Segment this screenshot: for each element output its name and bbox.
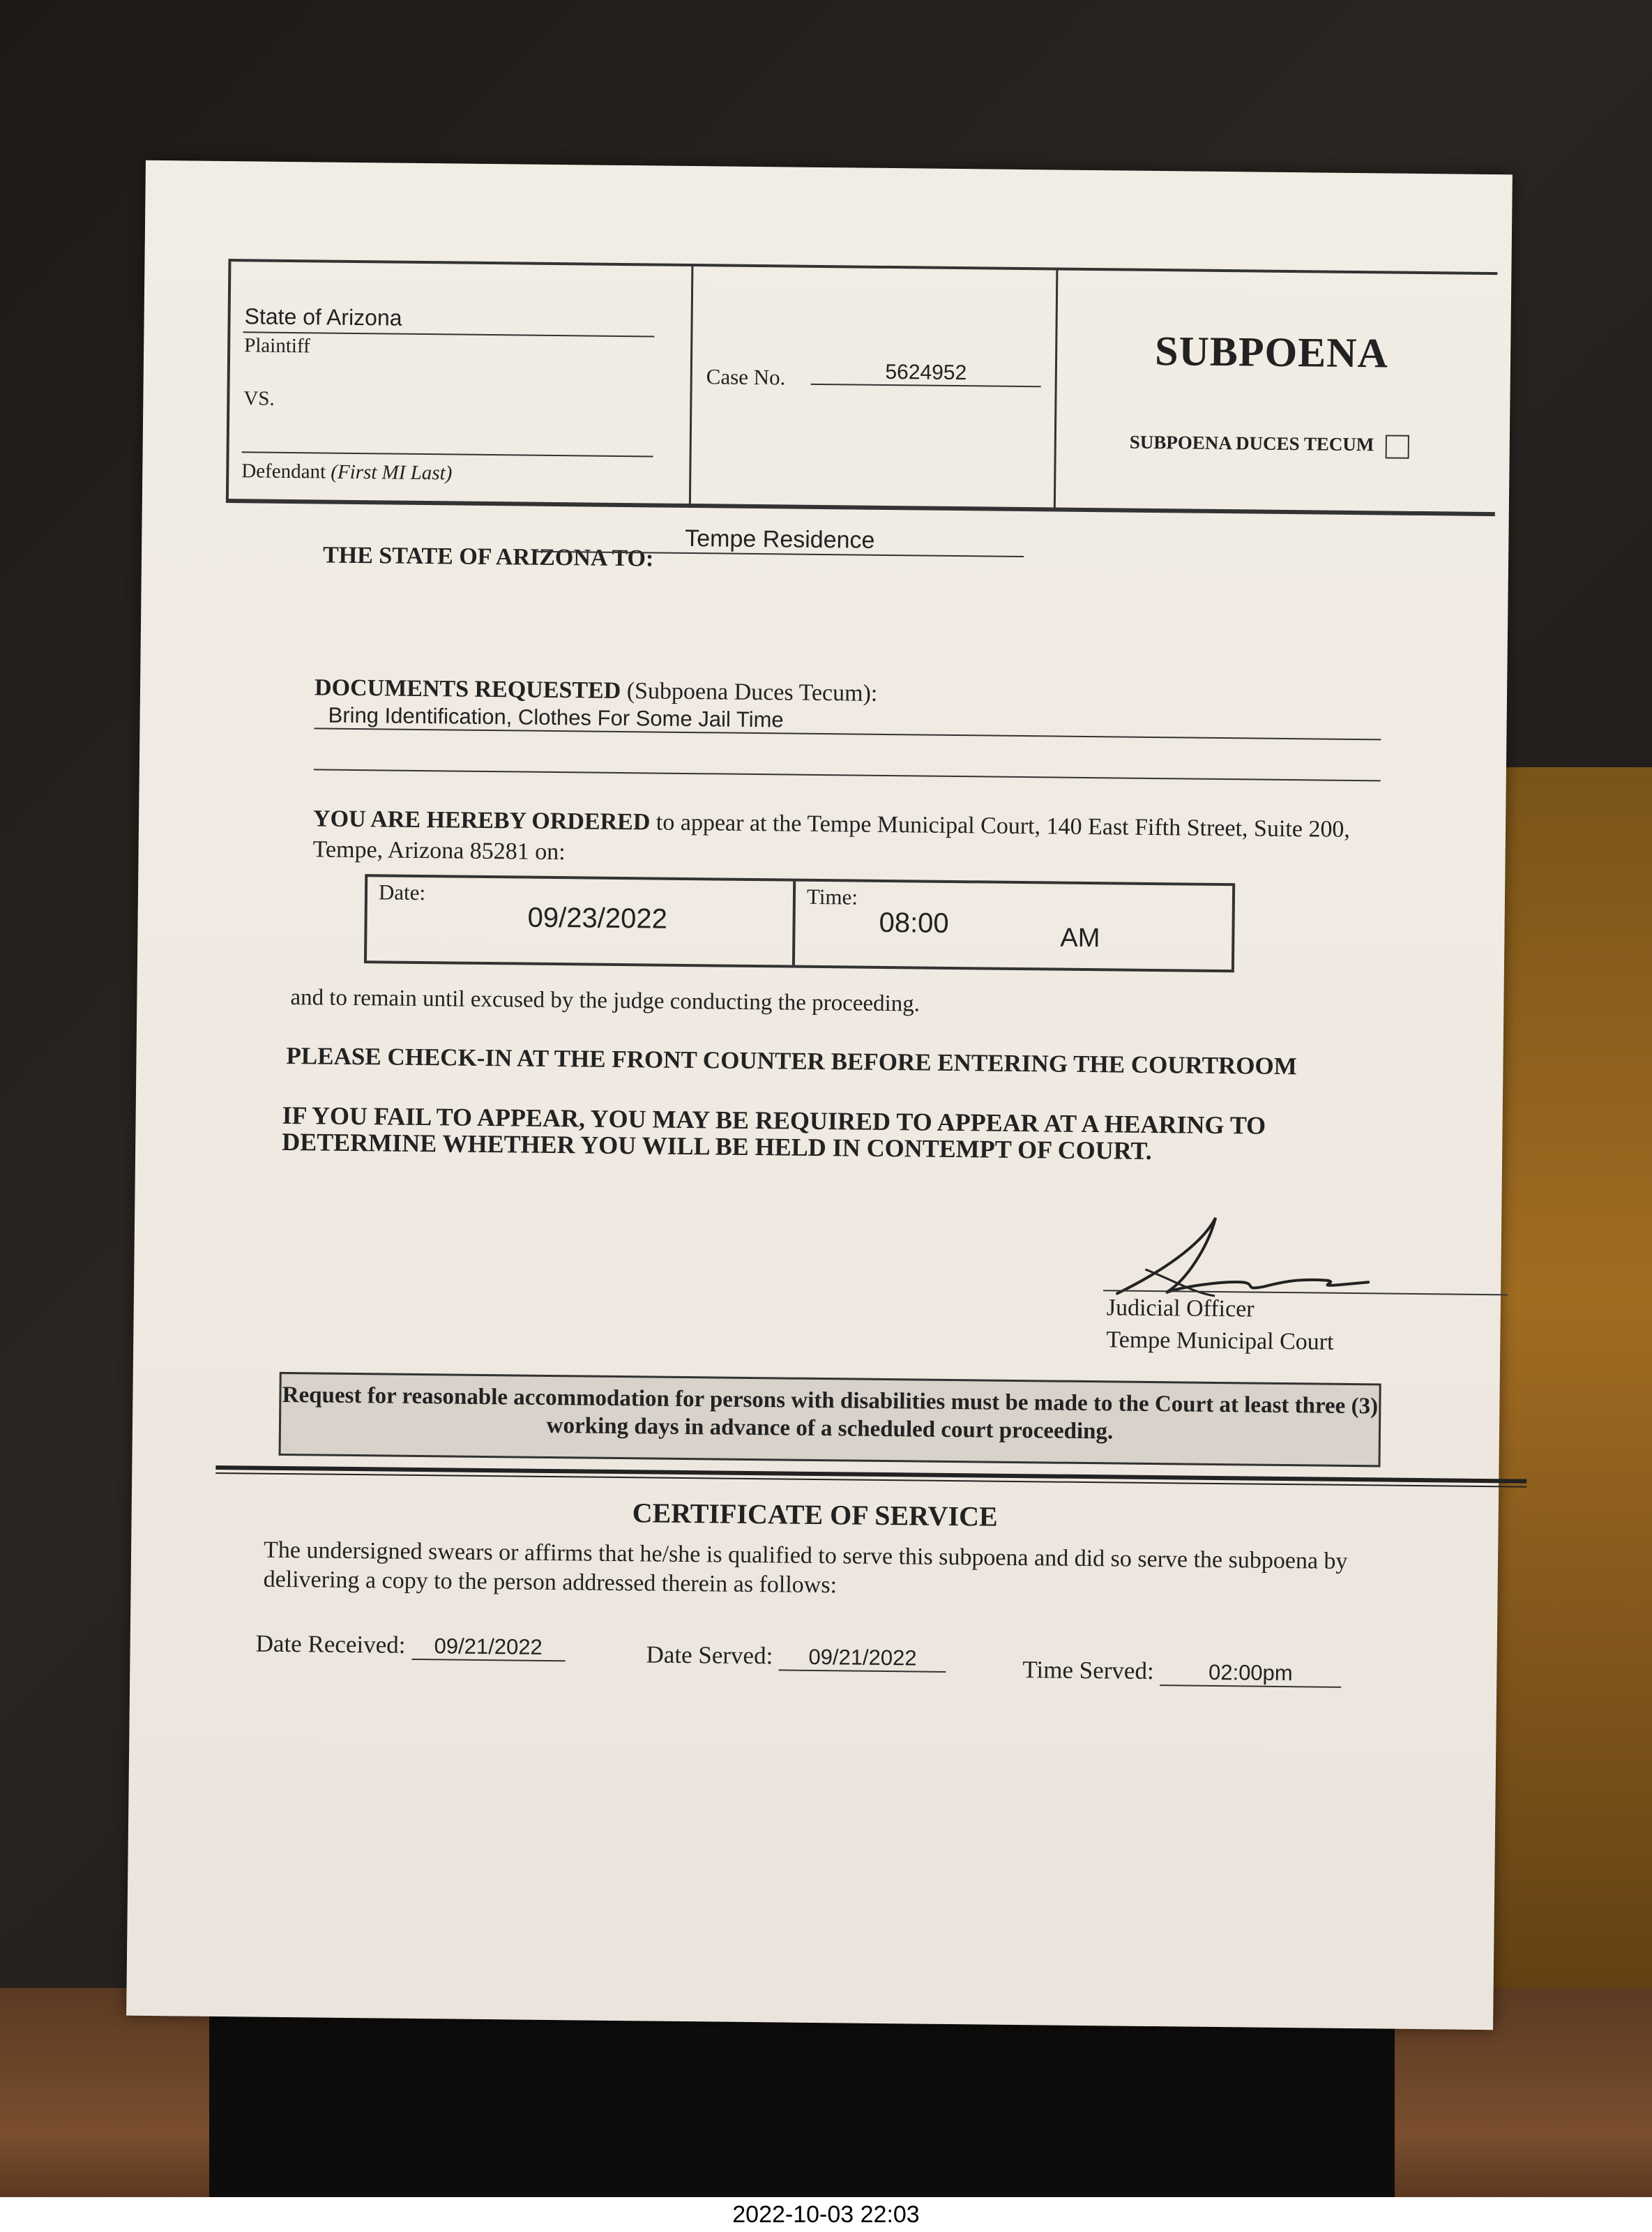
documents-value: Bring Identification, Clothes For Some Jail Time — [314, 702, 1381, 740]
checkin-text: PLEASE CHECK-IN AT THE FRONT COUNTER BEFORE ENTERING THE COURTROOM — [286, 1041, 1297, 1080]
date-served — [646, 1641, 946, 1673]
date-received-value: 09/21/2022 — [411, 1634, 565, 1661]
defendant-label-text: Defendant — [241, 460, 326, 483]
duces-tecum-checkbox — [1386, 435, 1409, 458]
time-served — [1022, 1656, 1341, 1688]
case-label: Case No. — [706, 364, 786, 390]
defendant-hint: (First MI Last) — [331, 460, 453, 485]
date-value: 09/23/2022 — [527, 902, 668, 935]
certificate-title: CERTIFICATE OF SERVICE — [632, 1497, 998, 1532]
documents-label-bold: DOCUMENTS REQUESTED — [314, 674, 621, 704]
contempt-warning: IF YOU FAIL TO APPEAR, YOU MAY BE REQUIRED TO APPEAR AT A HEARING TO DETERMINE WHETHER YOU WILL BE HELD IN CONTEMPT OF COURT. — [282, 1101, 1266, 1165]
defendant-line — [242, 451, 653, 457]
accommodation-notice: Request for reasonable accommodation for persons with disabilities must be made to the Court at least three (3) working days in advance of a scheduled court proceeding. — [279, 1372, 1381, 1468]
signature-title: Judicial Officer — [1106, 1295, 1255, 1322]
plaintiff-value: State of Arizona — [244, 303, 402, 331]
time-served-value: 02:00pm — [1160, 1659, 1341, 1688]
title-cell — [1056, 271, 1498, 513]
time-served-label: Time Served: — [1022, 1656, 1154, 1685]
addressee-label: THE STATE OF ARIZONA TO: — [322, 542, 654, 572]
signature-court: Tempe Municipal Court — [1106, 1327, 1334, 1355]
case-number: 5624952 — [811, 360, 1041, 387]
duces-tecum-label: SUBPOENA DUCES TECUM — [1129, 431, 1374, 455]
defendant-label — [241, 460, 452, 485]
documents-label-rest: (Subpoena Duces Tecum): — [621, 677, 878, 707]
addressee-value: Tempe Residence — [536, 524, 1024, 557]
subpoena-document — [126, 160, 1513, 2030]
date-served-label: Date Served: — [646, 1641, 773, 1670]
time-label: Time: — [806, 884, 858, 910]
order-paragraph — [312, 804, 1401, 876]
ampm-value: AM — [1060, 923, 1100, 953]
service-details — [255, 1629, 1441, 1686]
caption-header — [226, 259, 1498, 516]
judge-signature — [1103, 1202, 1508, 1304]
date-cell — [367, 877, 796, 965]
case-cell — [691, 266, 1059, 507]
documents-label — [315, 674, 878, 707]
vs-label: VS. — [243, 387, 275, 410]
date-received-label: Date Received: — [255, 1629, 406, 1659]
duces-tecum-option — [1130, 432, 1410, 459]
photo-timestamp: 2022-10-03 22:03 — [0, 2197, 1652, 2232]
certificate-body: The undersigned swears or affirms that he/she is qualified to serve this subpoena and did so serve the subpoena by delivering a copy to the person addressed therein as follows: — [263, 1537, 1348, 1599]
documents-blank-line — [314, 769, 1381, 781]
parties-cell — [226, 262, 694, 504]
remain-text: and to remain until excused by the judge conducting the proceeding. — [290, 985, 920, 1017]
date-received — [255, 1630, 565, 1662]
appearance-box — [364, 874, 1235, 972]
time-cell — [795, 882, 1232, 970]
time-value: 08:00 — [879, 907, 949, 939]
date-label: Date: — [378, 880, 426, 905]
plaintiff-label: Plaintiff — [244, 334, 310, 358]
document-title: SUBPOENA — [1154, 327, 1389, 377]
order-rest: to appear at the Tempe Municipal Court, 140 East Fifth Street, Suite 200, Tempe, Arizona 85281 on: — [312, 809, 1351, 866]
date-served-value: 09/21/2022 — [779, 1644, 946, 1673]
order-bold: YOU ARE HEREBY ORDERED — [312, 806, 651, 836]
